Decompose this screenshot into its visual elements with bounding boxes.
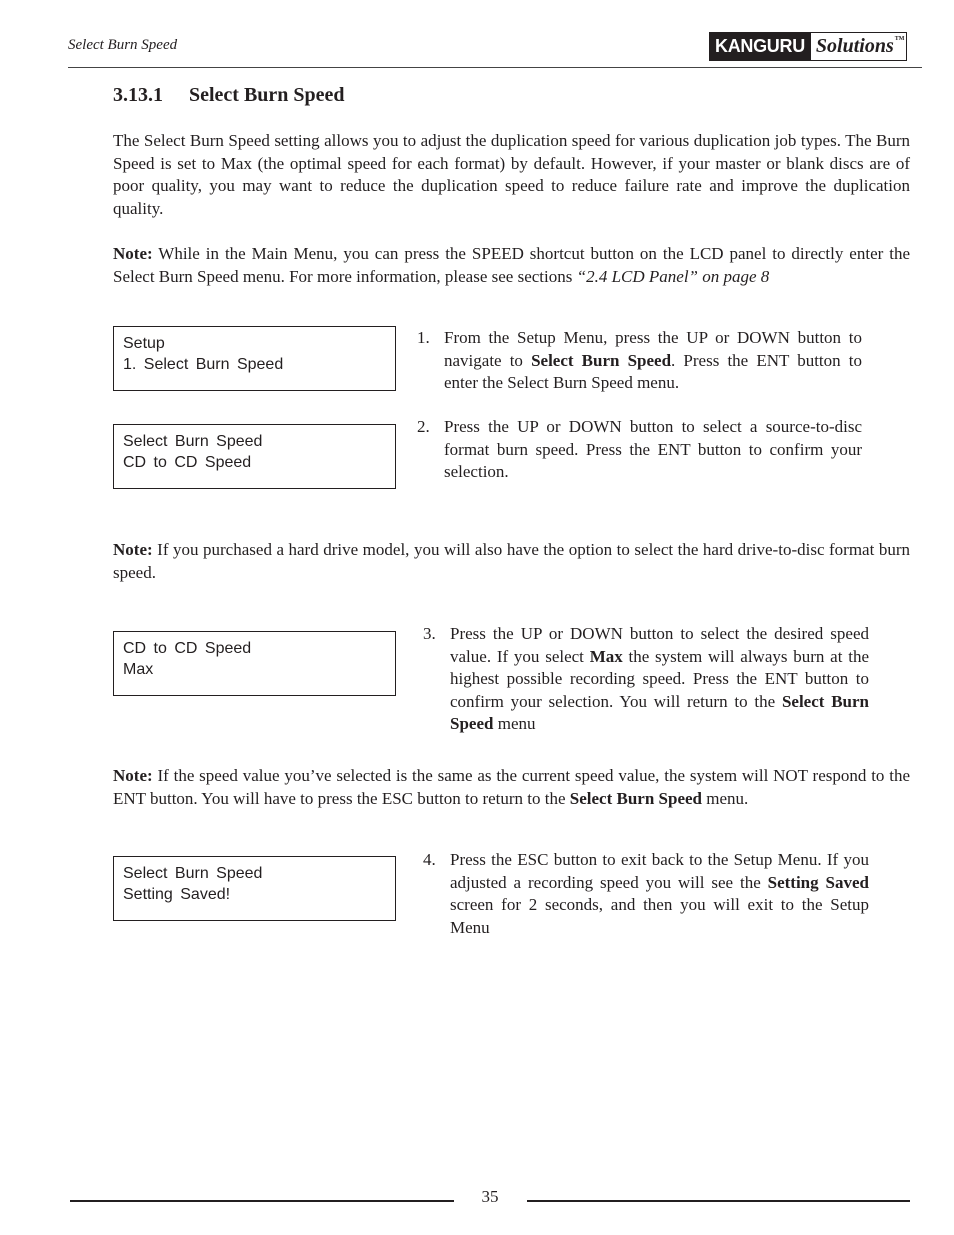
note-text: While in the Main Menu, you can press the SPEED shortcut button on the LCD panel to directly enter the Select Burn Speed menu. For more information, please see sections <box>113 244 910 286</box>
lcd-line-2: CD to CD Speed <box>123 454 252 471</box>
note-text: If you purchased a hard drive model, you will also have the option to select the hard drive-to-disc format burn speed. <box>113 540 910 582</box>
note-reference: “2.4 LCD Panel” on page 8 <box>576 266 770 286</box>
step-text-part: screen for 2 seconds, and then you will exit to the Setup Menu <box>450 895 869 937</box>
header-divider <box>68 67 922 68</box>
step-bold: Setting Saved <box>767 872 869 892</box>
step-text-part: the system will always burn at the highest possible recording speed. Press the ENT button to confirm your selection. You will return to the <box>450 646 869 711</box>
step-bold: Select Burn Speed <box>531 350 672 370</box>
note-label: Note: <box>113 244 153 263</box>
note-label: Note: <box>113 766 153 785</box>
kanguru-logo <box>709 32 907 61</box>
step-text <box>444 327 862 395</box>
note-same-speed <box>113 765 910 810</box>
note-speed-shortcut <box>113 243 910 288</box>
lcd-line-1: Select Burn Speed <box>123 433 263 450</box>
lcd-screen-cd-to-cd-speed <box>113 631 396 696</box>
step-bold: Select Burn Speed <box>450 691 869 733</box>
step-text-part: Press the UP or DOWN button to select the desired speed value. If you select <box>450 624 869 666</box>
step-text-part: . Press the ENT button to enter the Select Burn Speed menu. <box>444 350 862 392</box>
note-bold: Select Burn Speed <box>569 788 703 808</box>
step-4 <box>423 849 869 939</box>
logo-solutions-text: Solutions <box>815 35 894 57</box>
lcd-screen-setup <box>113 326 396 391</box>
lcd-line-1: Select Burn Speed <box>123 865 263 882</box>
step-2 <box>417 416 862 484</box>
footer-rule-right <box>527 1200 910 1202</box>
step-number: 1. <box>417 328 430 347</box>
lcd-line-2: Setting Saved! <box>123 886 231 903</box>
page-number: 35 <box>481 1187 499 1206</box>
logo-trademark: TM <box>894 36 905 42</box>
intro-paragraph: The Select Burn Speed setting allows you to adjust the duplication speed for various duplication job types. The Burn Speed is set to Max (the optimal speed for each format) by default. However, if your master or blank discs are of poor quality, you may want to reduce the duplication speed to reduce failure rate and improve the duplication quality. <box>113 131 910 218</box>
section-title: Select Burn Speed <box>189 84 345 106</box>
step-bold: Max <box>589 646 623 666</box>
step-text <box>450 849 869 939</box>
lcd-line-1: Setup <box>123 335 165 352</box>
lcd-line-2: Max <box>123 661 154 678</box>
note-text: If the speed value you’ve selected is the same as the current speed value, the system will NOT respond to the ENT button. You will have to press the ESC button to return to the <box>113 766 910 808</box>
lcd-line-1: CD to CD Speed <box>123 640 252 657</box>
footer-rule-left <box>70 1200 454 1202</box>
running-header: Select Burn Speed <box>68 37 178 53</box>
step-text-part: From the Setup Menu, press the UP or DOWN button to navigate to <box>444 328 862 370</box>
section-heading <box>113 84 345 107</box>
logo-solutions <box>811 33 905 60</box>
section-number: 3.13.1 <box>113 84 163 106</box>
note-end: menu. <box>702 788 749 808</box>
step-1 <box>417 327 862 395</box>
lcd-line-2: 1. Select Burn Speed <box>123 356 284 373</box>
step-text-part: Press the ESC button to exit back to the Setup Menu. If you adjusted a recording speed you will see the <box>450 850 869 892</box>
logo-brand: KANGURU <box>710 33 811 60</box>
step-text: Press the UP or DOWN button to select a source-to-disc format burn speed. Press the ENT button to confirm your selection. <box>444 417 862 481</box>
lcd-screen-setting-saved <box>113 856 396 921</box>
step-number: 2. <box>417 417 430 436</box>
step-text <box>450 623 869 736</box>
note-label: Note: <box>113 540 153 559</box>
step-number: 3. <box>423 624 436 643</box>
step-number: 4. <box>423 850 436 869</box>
step-3 <box>423 623 869 736</box>
note-hard-drive <box>113 539 910 584</box>
lcd-screen-select-burn-speed <box>113 424 396 489</box>
step-text-part: menu <box>493 714 536 733</box>
